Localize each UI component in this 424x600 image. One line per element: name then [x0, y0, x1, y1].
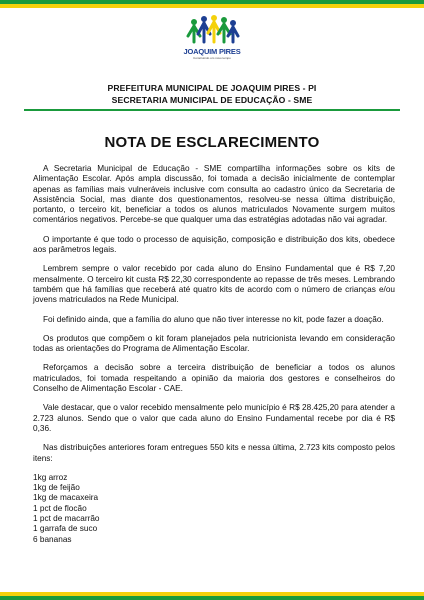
bottom-green-stripe	[0, 596, 424, 600]
page-title: NOTA DE ESCLARECIMENTO	[104, 134, 320, 151]
paragraph: Os produtos que compõem o kit foram planejados pela nutricionista levando em consideração todas as orientações do Programa de Alimentação Escolar.	[33, 333, 395, 354]
paragraph: Lembrem sempre o valor recebido por cada aluno do Ensino Fundamental que é R$ 7,20 mensalmente. O terceiro kit custa R$ 22,30 correspondente ao repasse de três meses. Lembrando também que há famílias que receberá até quatro kits de acordo com o número de crianças e/ou jovens matriculados na Rede Municipal.	[33, 264, 395, 305]
list-item: 6 bananas	[33, 534, 72, 544]
list-item: 1 garrafa de suco	[33, 524, 98, 534]
paragraph: Nas distribuições anteriores foram entregues 550 kits e nessa última, 2.723 kits composto pelos itens:	[33, 443, 395, 463]
list-item: 1kg de feijão	[33, 483, 80, 493]
paragraph: Vale destacar, que o valor recebido mensalmente pelo município é R$ 28.425,20 para atender a 2.723 alunos. Sendo que o valor que cada aluno do Ensino Fundamental recebe por dia é R$ 0,36.	[33, 403, 395, 433]
document-body	[33, 164, 395, 545]
top-yellow-stripe	[0, 4, 424, 8]
kit-items-list	[33, 473, 395, 545]
paragraph: Foi definido ainda, que a família do aluno que não tiver interesse no kit, pode fazer a doação.	[43, 314, 384, 324]
header-line-2: SECRETARIA MUNICIPAL DE EDUCAÇÃO - SME	[111, 95, 313, 105]
paragraph: Reforçamos a decisão sobre a terceira distribuição de beneficiar a todos os alunos matriculados, foi tomada respeitando a opinião da maioria dos gestores e conselheiros do Conselho de Alimentação Escolar - CAE.	[33, 363, 395, 394]
paragraph: A Secretaria Municipal de Educação - SME compartilha informações sobre os kits de Alimentação Escolar. Após ampla discussão, foi tomada a decisão inicialmente de contemplar apenas as famílias mais vulneráveis inclusive com consulta ao cadastro único da Secretaria de Assistência Social, mas diante dos questionamentos, resolveu-se nessa última distribuição, portanto, o terceiro kit, beneficiar a todos os alunos matriculados Novamente surgem muitos comentários negativos. Percebe-se que qualquer uma das estratégias adotadas não vai agradar.	[33, 164, 395, 225]
header-line-1: PREFEITURA MUNICIPAL DE JOAQUIM PIRES - PI	[107, 83, 317, 93]
paragraph: O importante é que todo o processo de aquisição, composição e distribuição dos kits, obedece aos parâmetros legais.	[33, 234, 395, 255]
list-item: 1kg arroz	[33, 472, 68, 482]
list-item: 1kg de macaxeira	[33, 493, 99, 503]
list-item: 1 pct de macarrão	[33, 514, 100, 524]
logo-subtext: Construindo um novo tempo	[193, 56, 231, 60]
list-item: 1 pct de flocão	[33, 503, 87, 513]
logo-text: JOAQUIM PIRES	[183, 47, 241, 56]
header-divider	[24, 109, 400, 111]
